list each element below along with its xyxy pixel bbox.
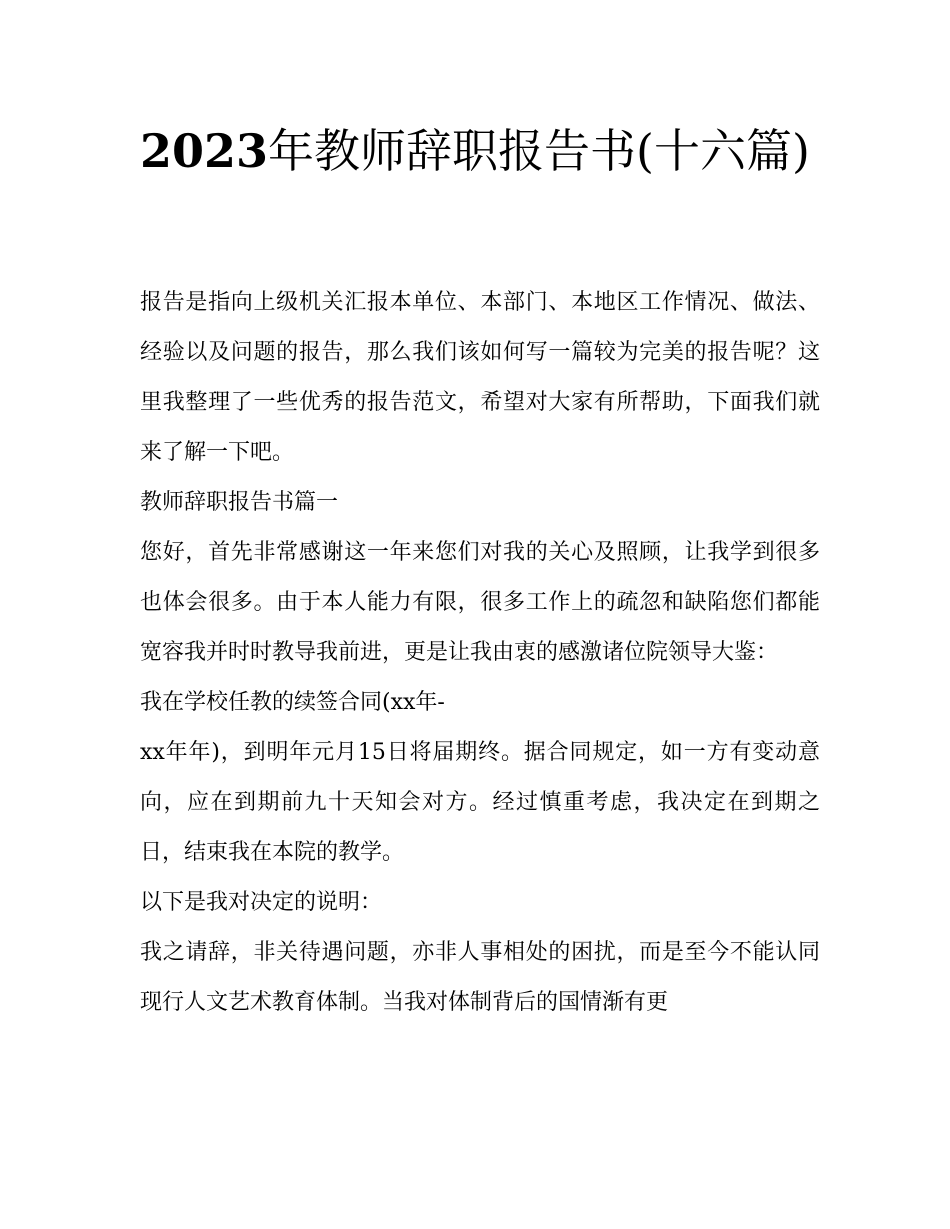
title-year: 2023 xyxy=(140,124,269,178)
body-paragraph: 以下是我对决定的说明： xyxy=(140,890,383,915)
body-paragraph: 我在学校任教的续签合同(xx年- xyxy=(140,690,445,715)
document-title xyxy=(140,112,820,190)
body-paragraph: xx年年)，到明年元月15日将届期终。据合同规定，如一方有变动意向，应在到期前九十天知会对方。经过慎重考虑，我决定在到期之日，结束我在本院的教学。 xyxy=(140,740,820,865)
document-body xyxy=(140,278,820,1028)
title-text: 年教师辞职报告书(十六篇) xyxy=(268,124,810,178)
section-heading: 教师辞职报告书篇一 xyxy=(140,490,339,515)
intro-paragraph: 报告是指向上级机关汇报本单位、本部门、本地区工作情况、做法、经验以及问题的报告，那么我们该如何写一篇较为完美的报告呢？这里我整理了一些优秀的报告范文，希望对大家有所帮助，下面我们就来了解一下吧。 xyxy=(140,290,820,465)
body-paragraph: 您好，首先非常感谢这一年来您们对我的关心及照顾，让我学到很多也体会很多。由于本人能力有限，很多工作上的疏忽和缺陷您们都能宽容我并时时教导我前进，更是让我由衷的感激诸位院领导大鉴： xyxy=(140,540,820,665)
body-paragraph: 我之请辞，非关待遇问题，亦非人事相处的困扰，而是至今不能认同现行人文艺术教育体制。当我对体制背后的国情渐有更 xyxy=(140,940,820,1015)
